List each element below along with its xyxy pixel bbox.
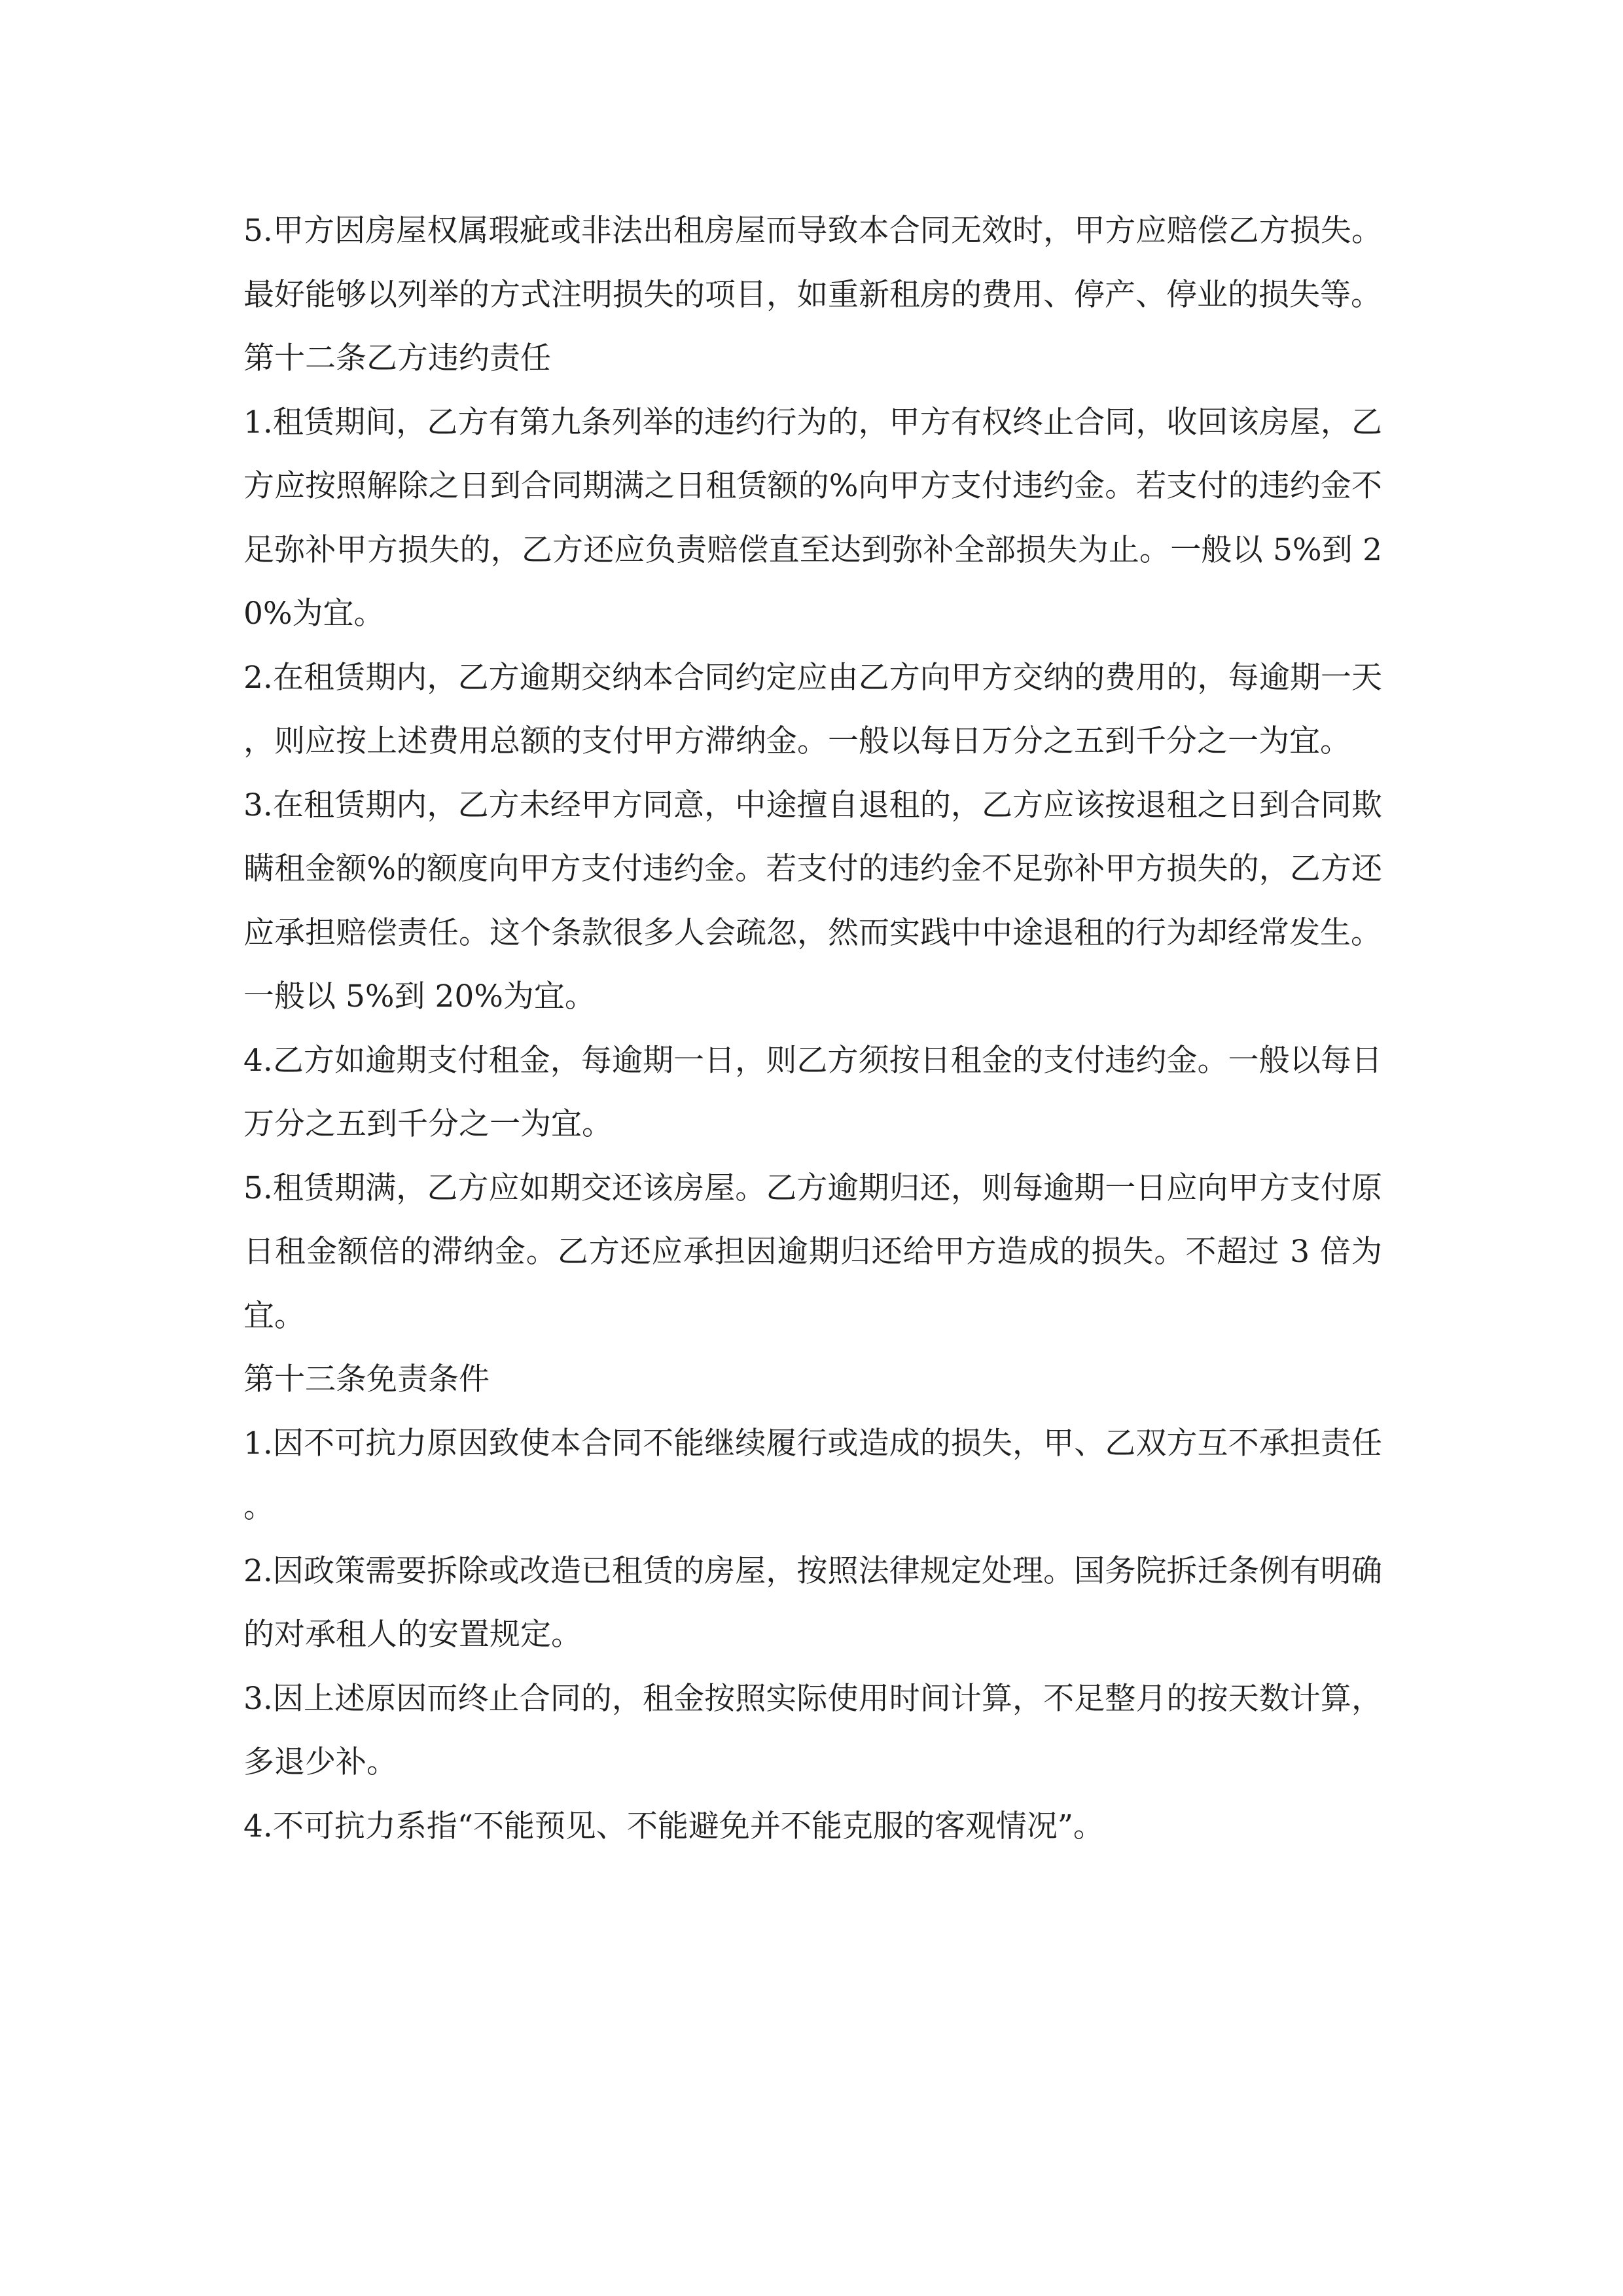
clause-13-item-2: 2.因政策需要拆除或改造已租赁的房屋，按照法律规定处理。国务院拆迁条例有明确的对承租人的安置规定。 <box>243 1552 1382 1653</box>
clause-13-item-3: 3.因上述原因而终止合同的，租金按照实际使用时间计算，不足整月的按天数计算，多退少补。 <box>243 1680 1382 1780</box>
clause-12-heading: 第十二条乙方违约责任 <box>243 340 551 376</box>
clause-12-item-1: 1.租赁期间，乙方有第九条列举的违约行为的，甲方有权终止合同，收回该房屋，乙方应按照解除之日到合同期满之日租赁额的%向甲方支付违约金。若支付的违约金不足弥补甲方损失的，乙方还应负责赔偿直至达到弥补全部损失为止。一般以 5%到 20%为宜。 <box>243 404 1382 632</box>
clause-13-item-4: 4.不可抗力系指“不能预见、不能避免并不能克服的客观情况”。 <box>243 1808 1104 1844</box>
clause-12-item-3-note: 一般以 5%到 20%为宜。 <box>243 978 596 1014</box>
clause-12-item-4: 4.乙方如逾期支付租金，每逾期一日，则乙方须按日租金的支付违约金。一般以每日万分之五到千分之一为宜。 <box>243 1042 1382 1142</box>
clause-12-item-3: 3.在租赁期内，乙方未经甲方同意，中途擅自退租的，乙方应该按退租之日到合同欺瞒租金额%的额度向甲方支付违约金。若支付的违约金不足弥补甲方损失的，乙方还应承担赔偿责任。这个条款很多人会疏忽，然而实践中中途退租的行为却经常发生。 <box>243 787 1382 951</box>
clause-12-item-5: 5.租赁期满，乙方应如期交还该房屋。乙方逾期归还，则每逾期一日应向甲方支付原日租金额倍的滞纳金。乙方还应承担因逾期归还给甲方造成的损失。不超过 3 倍为宜。 <box>243 1170 1382 1334</box>
document-body <box>243 199 1382 1858</box>
clause-11-item-5: 5.甲方因房屋权属瑕疵或非法出租房屋而导致本合同无效时，甲方应赔偿乙方损失。最好能够以列举的方式注明损失的项目，如重新租房的费用、停产、停业的损失等。 <box>243 213 1382 313</box>
clause-13-heading: 第十三条免责条件 <box>243 1361 490 1397</box>
clause-13-item-1: 1.因不可抗力原因致使本合同不能继续履行或造成的损失，甲、乙双方互不承担责任。 <box>243 1425 1382 1525</box>
clause-12-item-2: 2.在租赁期内，乙方逾期交纳本合同约定应由乙方向甲方交纳的费用的，每逾期一天，则应按上述费用总额的支付甲方滞纳金。一般以每日万分之五到千分之一为宜。 <box>243 659 1382 759</box>
